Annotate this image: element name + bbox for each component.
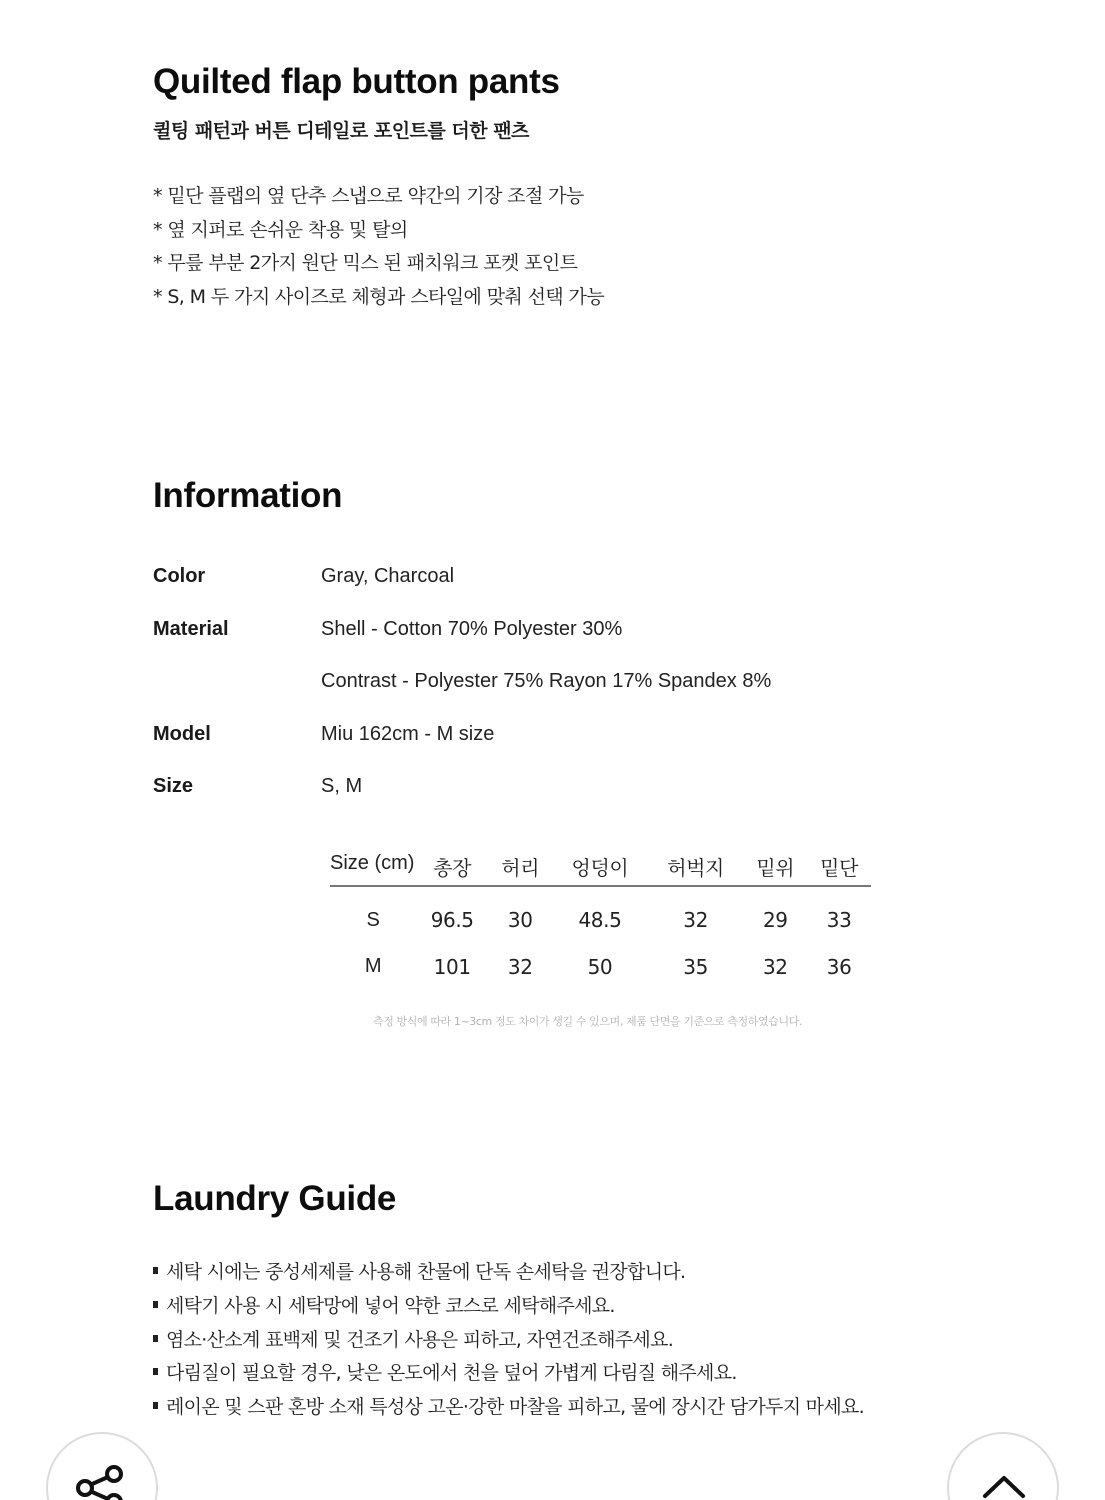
size-header-cell: 밑위 (756, 856, 795, 880)
share-icon (72, 1460, 132, 1500)
laundry-item-text: 레이온 및 스판 혼방 소재 특성상 고온·강한 마찰을 피하고, 물에 장시간 담가두지 마세요. (166, 1396, 864, 1419)
info-row-size (153, 775, 953, 805)
size-header-cell: 엉덩이 (571, 856, 629, 880)
info-row-material-contrast (153, 670, 953, 700)
info-row-material (153, 618, 953, 648)
feature-list (153, 182, 604, 316)
info-row-model (153, 723, 953, 753)
table-row (330, 886, 871, 943)
info-value: S, M (321, 775, 363, 797)
size-cell: 50 (587, 954, 613, 979)
info-label: Color (153, 565, 206, 587)
info-label: Model (153, 723, 211, 745)
info-row-color (153, 565, 953, 595)
laundry-item-text: 세탁 시에는 중성세제를 사용해 찬물에 단독 손세탁을 권장합니다. (166, 1261, 686, 1283)
feature-item: * 밑단 플랩의 옆 단추 스냅으로 약간의 기장 조절 가능 (153, 185, 584, 207)
laundry-item-text: 다림질이 필요할 경우, 낮은 온도에서 천을 덮어 가볍게 다림질 해주세요. (166, 1362, 737, 1385)
laundry-item (153, 1393, 864, 1427)
size-cell: 35 (683, 954, 708, 979)
size-cell: 96.5 (430, 908, 474, 932)
laundry-item-text: 염소·산소계 표백제 및 건조기 사용은 피하고, 자연건조해주세요. (166, 1328, 674, 1351)
size-cell: M (364, 955, 382, 977)
size-header-cell: 밑단 (820, 856, 859, 880)
bullet-icon (153, 1368, 158, 1375)
bullet-icon (153, 1402, 158, 1409)
size-measurement-note: 측정 방식에 따라 1~3cm 정도 차이가 생길 수 있으며, 제품 단면을 기준으로 측정하였습니다. (373, 1015, 803, 1028)
laundry-item (153, 1359, 864, 1393)
table-row (330, 943, 871, 990)
info-value: Gray, Charcoal (321, 565, 455, 587)
info-value: Shell - Cotton 70% Polyester 30% (321, 618, 623, 640)
product-title: Quilted flap button pants (153, 62, 560, 101)
info-value: Miu 162cm - M size (321, 723, 495, 745)
feature-item: * 옆 지퍼로 손쉬운 착용 및 탈의 (153, 218, 408, 241)
laundry-item (153, 1326, 864, 1360)
bullet-icon (153, 1335, 158, 1342)
size-table (330, 852, 871, 990)
chevron-up-icon (979, 1470, 1029, 1500)
share-button[interactable] (46, 1432, 158, 1500)
laundry-item (153, 1258, 864, 1292)
feature-item: * S, M 두 가지 사이즈로 체형과 스타일에 맞춰 선택 가능 (153, 285, 605, 308)
laundry-guide-heading: Laundry Guide (153, 1179, 397, 1218)
product-subtitle: 퀼팅 패턴과 버튼 디테일로 포인트를 더한 팬츠 (153, 120, 529, 142)
size-header-cell: 허벅지 (667, 856, 724, 880)
size-table-header (330, 852, 871, 886)
bullet-icon (153, 1301, 158, 1308)
size-cell: 29 (762, 908, 788, 932)
laundry-list (153, 1258, 864, 1427)
feature-item: * 무릎 부분 2가지 원단 믹스 된 패치워크 포켓 포인트 (153, 252, 578, 274)
size-cell: S (366, 908, 380, 931)
size-cell: 101 (433, 954, 471, 979)
size-cell: 48.5 (578, 908, 622, 932)
size-cell: 32 (507, 954, 533, 979)
info-label: Size (153, 775, 194, 797)
information-heading: Information (153, 476, 343, 515)
info-label: Material (153, 618, 229, 640)
laundry-item (153, 1292, 864, 1326)
size-header-cell: 허리 (501, 856, 540, 880)
laundry-item-text: 세탁기 사용 시 세탁망에 넣어 약한 코스로 세탁해주세요. (166, 1294, 615, 1317)
size-cell: 36 (826, 954, 852, 979)
scroll-to-top-button[interactable] (947, 1432, 1059, 1500)
bullet-icon (153, 1267, 158, 1274)
info-value: Contrast - Polyester 75% Rayon 17% Spandex 8% (321, 670, 772, 692)
size-cell: 32 (683, 908, 708, 932)
size-cell: 30 (507, 908, 533, 932)
size-cell: 32 (762, 954, 788, 979)
size-header-cell: Size (cm) (330, 852, 415, 874)
size-cell: 33 (826, 908, 852, 932)
size-header-cell: 총장 (433, 856, 472, 880)
